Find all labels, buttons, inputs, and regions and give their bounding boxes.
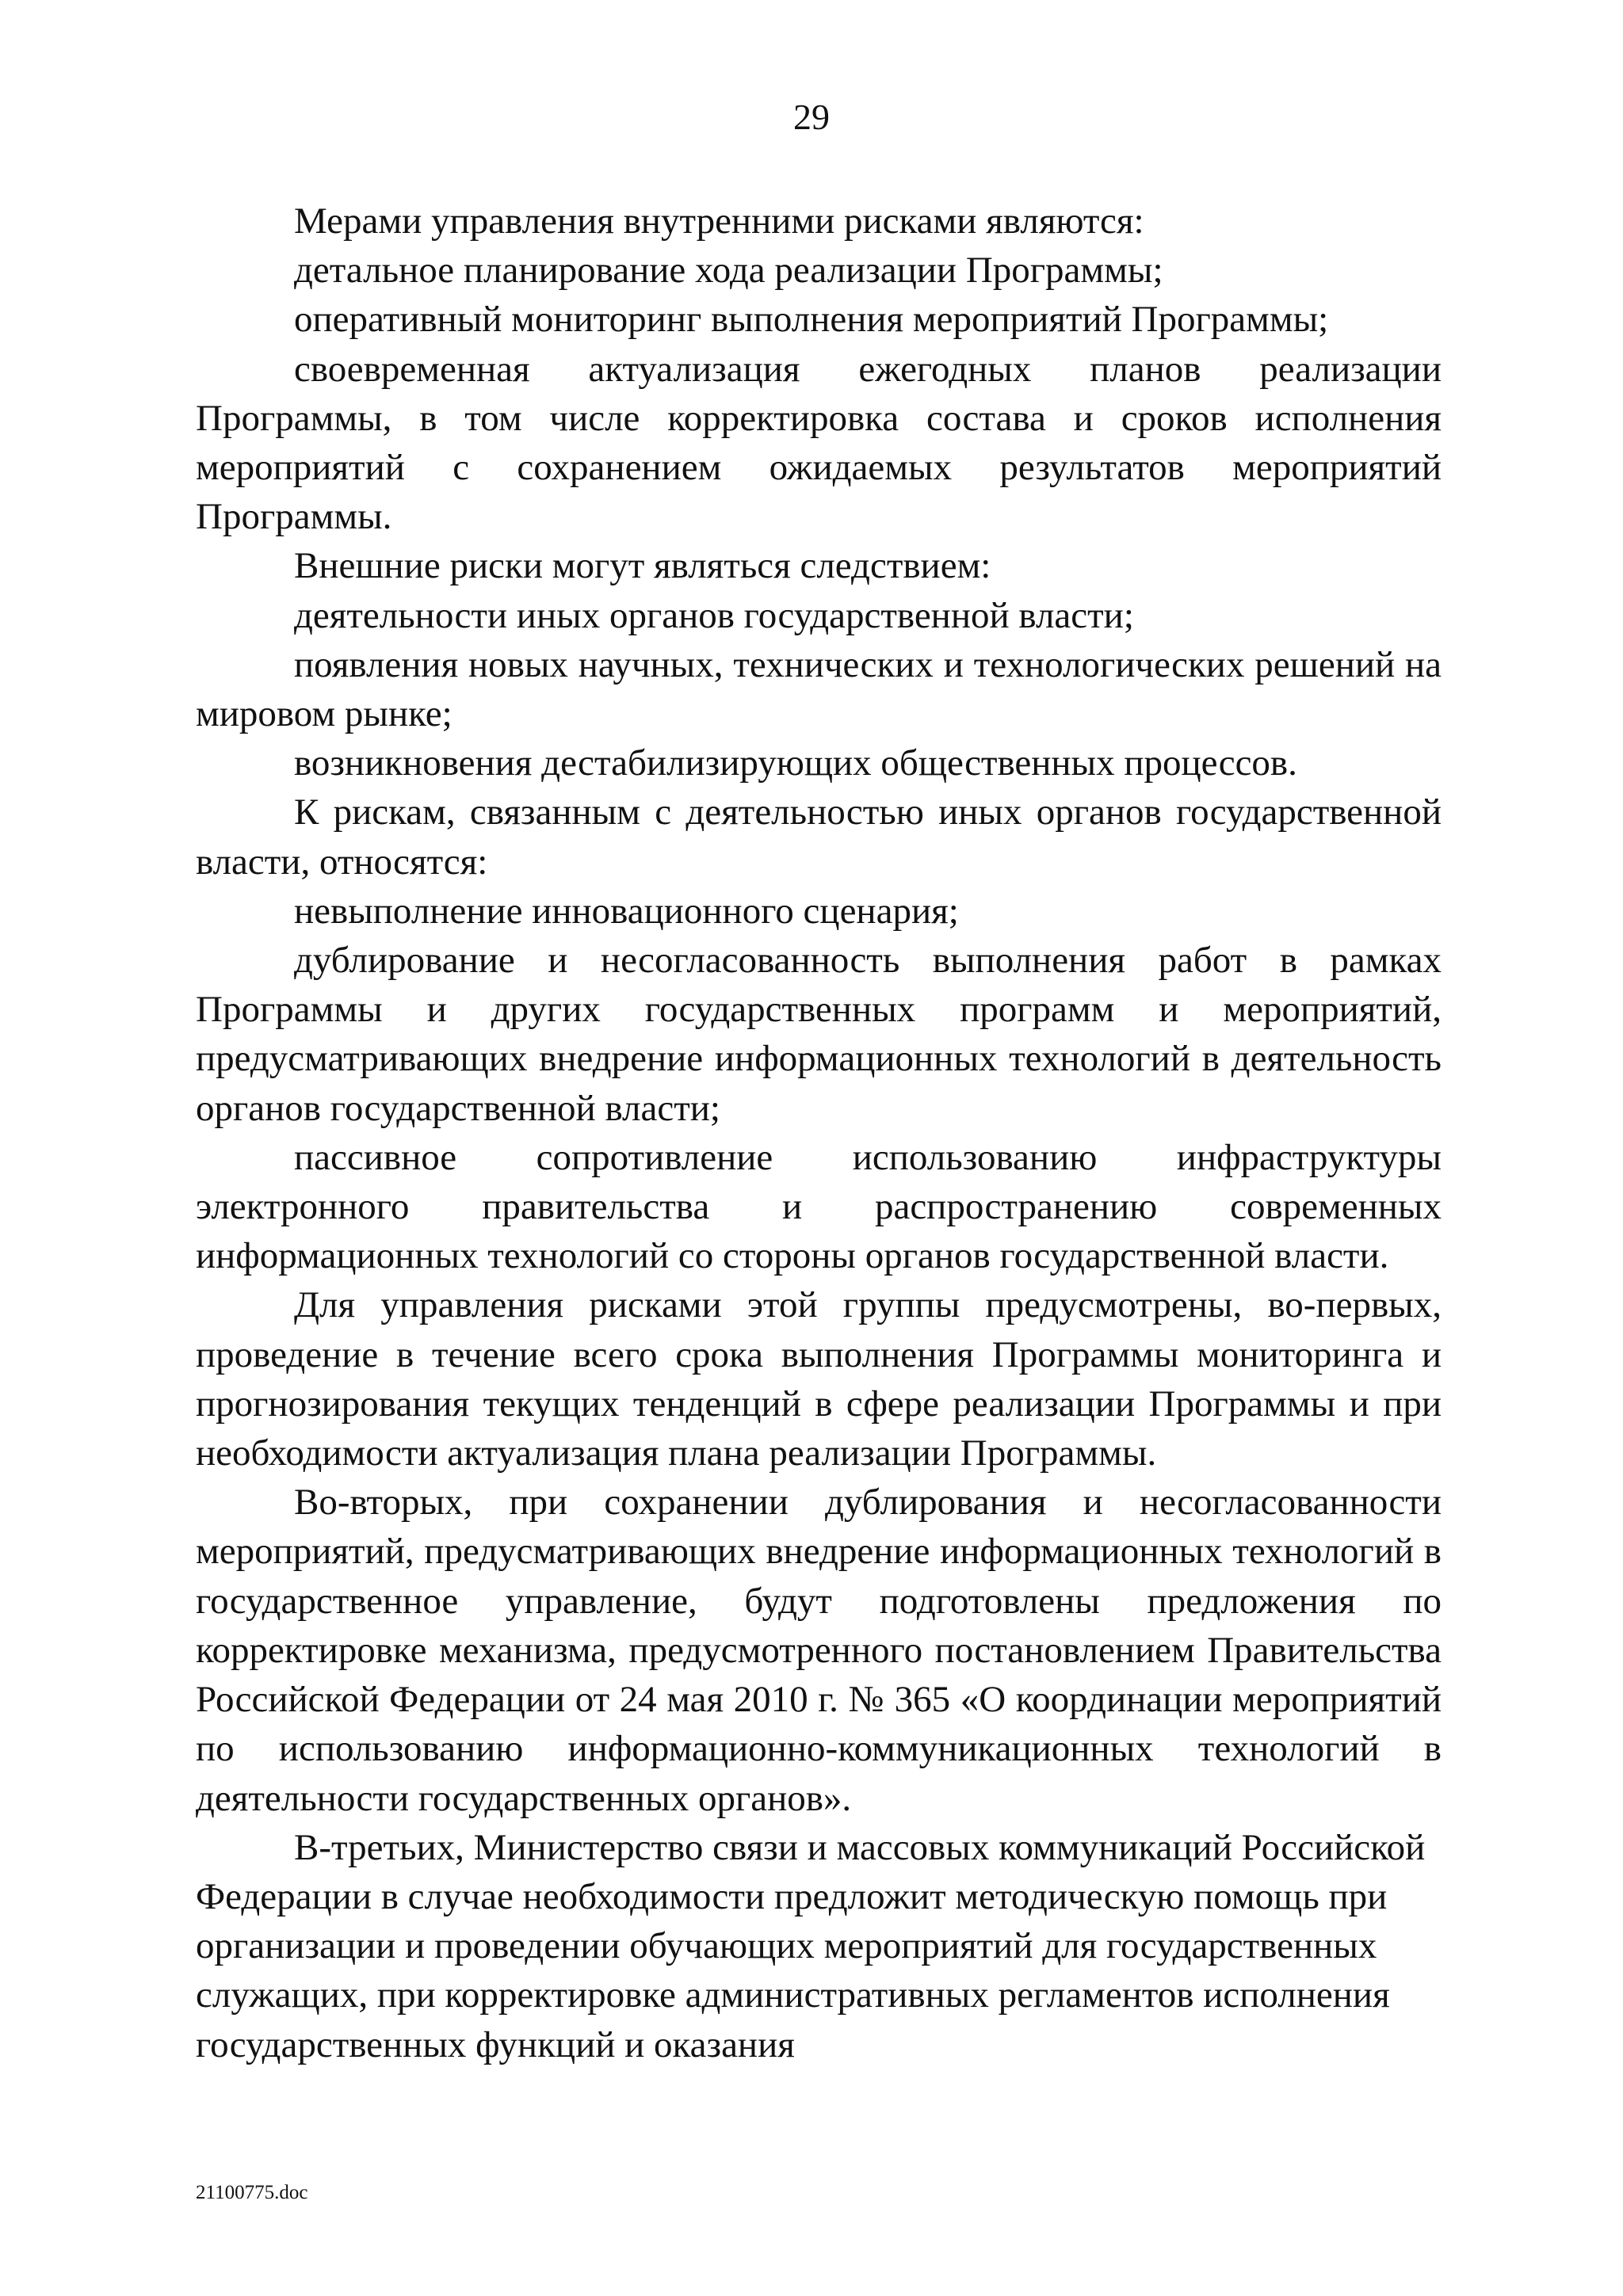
paragraph-passive-resistance: пассивное сопротивление использованию инфраструктуры электронного правительства и распространению современных информационных технологий со стороны органов государственной власти.	[196, 1136, 1442, 1277]
paragraph-duplication: дублирование и несогласованность выполнения работ в рамках Программы и других государственных программ и мероприятий, предусматривающих внедрение информационных технологий в деятельность органов государственной власти;	[196, 940, 1442, 1129]
paragraph-operational-monitoring: оперативный мониторинг выполнения мероприятий Программы;	[294, 299, 1329, 341]
paragraph-detailed-planning: детальное планирование хода реализации Программы;	[294, 250, 1163, 292]
paragraph-new-solutions: появления новых научных, технических и технологических решений на мировом рынке;	[196, 643, 1442, 735]
paragraph-timely-update: своевременная актуализация ежегодных планов реализации Программы, в том числе корректировка состава и сроков исполнения мероприятий с сохранением ожидаемых результатов мероприятий Программы.	[196, 348, 1442, 538]
footer-file-name: 21100775.doc	[196, 2182, 308, 2203]
paragraph-destabilizing-processes: возникновения дестабилизирующих общественных процессов.	[294, 742, 1297, 784]
paragraph-secondly: Во-вторых, при сохранении дублирования и несогласованности мероприятий, предусматривающих внедрение информационных технологий в государственное управление, будут подготовлены предложения по корректировке механизма, предусмотренного постановлением Правительства Российской Федерации от 24 мая 2010 г. № 365 «О координации мероприятий по использованию информационно-коммуникационных технологий в деятельности государственных органов».	[196, 1482, 1442, 1819]
paragraph-firstly: Для управления рисками этой группы предусмотрены, во-первых, проведение в течение всего срока выполнения Программы мониторинга и прогнозирования текущих тенденций в сфере реализации Программы и при необходимости актуализация плана реализации Программы.	[196, 1284, 1442, 1474]
paragraph-external-risks: Внешние риски могут являться следствием:	[294, 545, 991, 587]
paragraph-authority-risks: К рискам, связанным с деятельностью иных органов государственной власти, относятся:	[196, 791, 1442, 883]
paragraph-internal-risk-measures: Мерами управления внутренними рисками являются:	[294, 200, 1144, 242]
paragraph-thirdly: В-третьих, Министерство связи и массовых коммуникаций Российской Федерации в случае необходимости предложит методическую помощь при организации и проведении обучающих мероприятий для государственных служащих, при корректировке административных регламентов исполнения государственных функций и оказания	[196, 1826, 1426, 2065]
page-number: 29	[793, 97, 830, 137]
document-body	[196, 196, 1442, 2069]
paragraph-other-authorities: деятельности иных органов государственной власти;	[294, 594, 1134, 636]
paragraph-innovation-scenario: невыполнение инновационного сценария;	[294, 890, 959, 932]
